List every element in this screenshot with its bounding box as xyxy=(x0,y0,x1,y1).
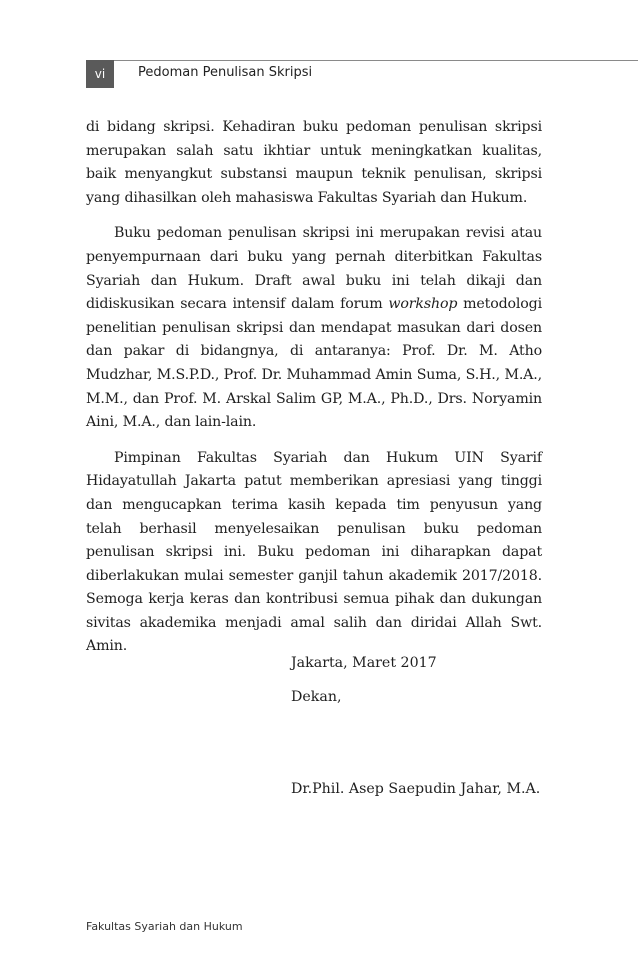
page-footer: Fakultas Syariah dan Hukum xyxy=(86,920,243,933)
body-text xyxy=(86,116,542,671)
italic-term-workshop: workshop xyxy=(388,296,458,313)
paragraph-2 xyxy=(86,222,542,434)
header-rule xyxy=(114,60,638,61)
page-number: vi xyxy=(86,60,114,88)
signature-place-date: Jakarta, Maret 2017 xyxy=(291,655,437,671)
signature-name: Dr.Phil. Asep Saepudin Jahar, M.A. xyxy=(291,781,541,797)
paragraph-1: di bidang skripsi. Kehadiran buku pedoman penulisan skripsi merupakan salah satu ikhtiar untuk meningkatkan kualitas, baik menyangkut substansi maupun teknik penulisan, skripsi yang dihasilkan oleh mahasiswa Fakultas Syariah dan Hukum. xyxy=(86,119,542,206)
paragraph-2-part-1: Buku pedoman penulisan skripsi ini merupakan revisi atau penyempurnaan dari buku yang pernah diterbitkan Fakultas Syariah dan Hukum. Draft awal buku ini telah dikaji dan didiskusikan secara intensif dalam forum xyxy=(86,225,542,313)
signature-position: Dekan, xyxy=(291,689,342,705)
page-header xyxy=(86,60,638,88)
running-title: Pedoman Penulisan Skripsi xyxy=(138,65,313,80)
paragraph-3: Pimpinan Fakultas Syariah dan Hukum UIN Syarif Hidayatullah Jakarta patut memberikan apresiasi yang tinggi dan mengucapkan terima kasih kepada tim penyusun yang telah berhasil menyelesaikan penulisan buku pedoman penulisan skripsi ini. Buku pedoman ini diharapkan dapat diberlakukan mulai semester ganjil tahun akademik 2017/2018. Semoga kerja keras dan kontribusi semua pihak dan dukungan sivitas akademika menjadi amal salih dan diridai Allah Swt. Amin. xyxy=(86,449,542,655)
paragraph-2-part-2: metodologi penelitian penulisan skripsi dan mendapat masukan dari dosen dan pakar di bidangnya, di antaranya: Prof. Dr. M. Atho Mudzhar, M.S.P.D., Prof. Dr. Muhammad Amin Suma, S.H., M.A., M.M., dan Prof. M. Arskal Salim GP, M.A., Ph.D., Drs. Noryamin Aini, M.A., dan lain-lain. xyxy=(86,296,543,431)
